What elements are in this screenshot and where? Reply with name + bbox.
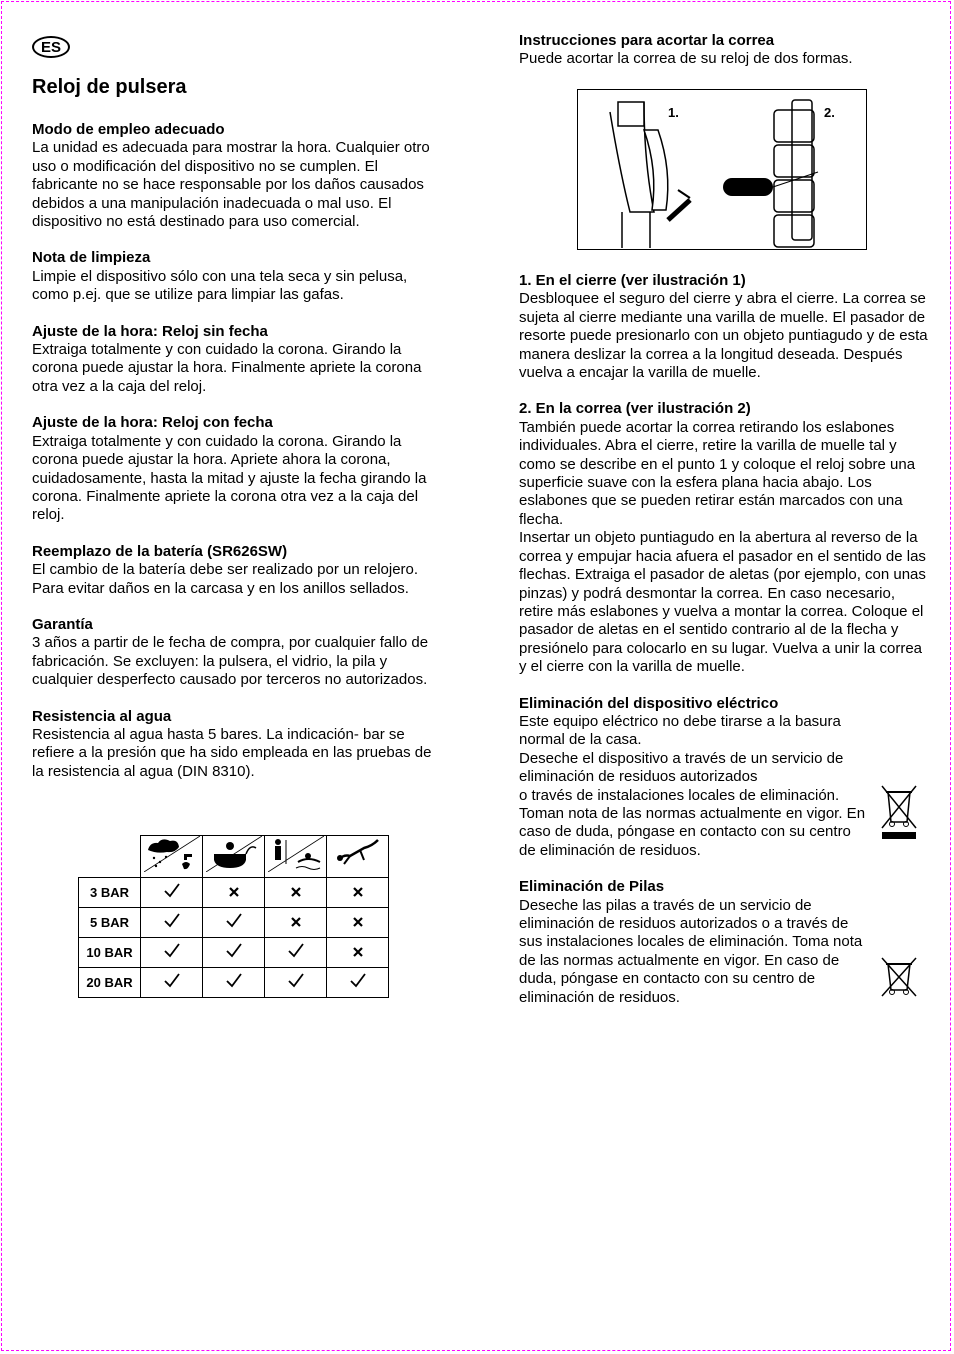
section-body: Resistencia al agua hasta 5 bares. La indicación- bar se refiere a la presión que ha sido empleada en las pruebas de la resistencia al agua (DIN 8310). (32, 725, 432, 780)
weee-bin-icon (878, 782, 920, 845)
electrical-disposal-body-a: Este equipo eléctrico no debe tirarse a la basura normal de la casa. (519, 712, 841, 749)
section-heading: Modo de empleo adecuado (32, 121, 225, 138)
left-section (32, 414, 442, 524)
check-icon (265, 968, 327, 998)
left-section (32, 249, 442, 304)
check-icon (203, 968, 265, 998)
clasp-section-body: Desbloquee el seguro del cierre y abra el cierre. La correa se sujeta al cierre mediante una varilla de muelle. El pasador de resorte puede presionarlo con un objeto puntiagudo y de esta manera deslizar la correa a la longitud deseada. Después vuelva a encajar la varilla de muelle. (519, 290, 928, 382)
table-row (79, 878, 389, 908)
check-icon (141, 938, 203, 968)
tool-illustration (668, 172, 818, 220)
rain-splash-icon (141, 836, 203, 878)
strap-section-body-b: Insertar un objeto puntiagudo en la abertura al reverso de la correa y empujar hacia afuera el pasador en el sentido de las flechas. Extraiga el pasador de aletas (por ejemplo, con unas pinzas) y podrá desmontar la correa. En caso necesario, retire más eslabones y vuelva a montar la correa. Coloque el pasador de aletas en el sentido contrario al de la flecha y presiónelo para colocarlo en su lugar. Vuelva a unir la correa y el cierre con la varilla de muelle. (519, 529, 926, 676)
battery-disposal-body: Deseche las pilas a través de un servicio de eliminación de residuos autorizados o a través de sus instalaciones locales de eliminación. Toma nota de las normas actualmente en vigor. En caso de duda, póngase en contacto con su centro de eliminación de residuos. (519, 896, 863, 1006)
bracelet-illustration (774, 100, 814, 247)
table-row (79, 938, 389, 968)
section-heading: Reemplazo de la batería (SR626SW) (32, 542, 288, 560)
table-header-row (79, 836, 389, 878)
left-section (32, 543, 442, 598)
section-body: La unidad es adecuada para mostrar la hora. Cualquier otro uso o modificación del dispositivo no se cumplen. El fabricante no se hace responsable por los daños causados debidos a una manipulación inadecuada o mal uso. El dispositivo no está destinado para uso comercial. (32, 139, 430, 231)
diving-icon (327, 836, 389, 878)
strap-section-heading: 2. En la correa (ver ilustración 2) (519, 400, 751, 418)
section-heading: Resistencia al agua (32, 707, 172, 725)
strap-instructions-heading: Instrucciones para acortar la correa (519, 32, 775, 49)
cross-icon (265, 908, 327, 938)
left-section (32, 708, 442, 782)
check-icon (203, 938, 265, 968)
section-heading: Garantía (32, 615, 93, 633)
left-section (32, 323, 442, 397)
table-row (79, 968, 389, 998)
cross-icon (327, 878, 389, 908)
cross-icon (327, 938, 389, 968)
bar-label: 10 BAR (79, 938, 141, 968)
left-section (32, 121, 442, 231)
language-badge: ES (32, 36, 70, 58)
section-body: Limpie el dispositivo sólo con una tela seca y sin pelusa, como p.ej. que se utilize para limpiar las gafas. (32, 267, 408, 304)
battery-disposal-heading: Eliminación de Pilas (519, 878, 665, 896)
check-icon (327, 968, 389, 998)
check-icon (141, 908, 203, 938)
figure-label-2: 2. (824, 105, 835, 120)
shower-swim-icon (265, 836, 327, 878)
check-icon (265, 938, 327, 968)
check-icon (141, 968, 203, 998)
strap-illustration (577, 89, 867, 250)
section-body: Extraiga totalmente y con cuidado la corona. Girando la corona puede ajustar la hora. Apriete ahora la corona, cuidadosamente, hasta la mitad y ajuste la fecha girando la corona. Finalmente apriete la corona otra vez a la caja del reloj. (32, 432, 427, 524)
strap-section-body-a: También puede acortar la correa retirando los eslabones individuales. Abra el cierre, retire la varilla de muelle tal y como se describe en el punto 1 y coloque el reloj sobre una superficie suave con la esfera plana hacia abajo. Los eslabones que se pueden retirar están marcados con una flecha. (519, 418, 916, 528)
right-column-body (519, 272, 929, 1025)
clasp-illustration (610, 102, 668, 248)
section-body: 3 años a partir de le fecha de compra, por cualquier fallo de fabricación. Se excluyen: la pulsera, el vidrio, la pila y cualquier desperfecto causado por terceros no autorizados. (32, 634, 429, 689)
cross-icon (265, 878, 327, 908)
water-resistance-table (78, 835, 389, 998)
left-section (32, 616, 442, 690)
page-title: Reloj de pulsera (32, 76, 187, 98)
table-row (79, 908, 389, 938)
electrical-disposal-body-c: o través de instalaciones locales de eliminación. Toman nota de las normas actualmente en vigor. En caso de duda, póngase en contacto con su centro de eliminación de residuos. (519, 786, 866, 859)
electrical-disposal-body-b: Deseche el dispositivo a través de un servicio de eliminación de residuos autorizados (519, 749, 844, 786)
bar-label: 5 BAR (79, 908, 141, 938)
figure-label-1: 1. (668, 105, 679, 120)
section-heading: Ajuste de la hora: Reloj sin fecha (32, 322, 268, 340)
section-heading: Ajuste de la hora: Reloj con fecha (32, 414, 273, 432)
strap-instructions-intro: Puede acortar la correa de su reloj de dos formas. (519, 50, 853, 68)
cross-icon (327, 908, 389, 938)
section-body: El cambio de la batería debe ser realizado por un relojero. Para evitar daños en la carcasa y en los anillos sellados. (32, 561, 419, 597)
bar-label: 3 BAR (79, 878, 141, 908)
left-column (32, 36, 442, 799)
clasp-section-heading: 1. En el cierre (ver ilustración 1) (519, 272, 746, 289)
check-icon (141, 878, 203, 908)
check-icon (203, 908, 265, 938)
section-heading: Nota de limpieza (32, 249, 151, 267)
electrical-disposal-heading: Eliminación del dispositivo eléctrico (519, 694, 779, 712)
bath-icon (203, 836, 265, 878)
cross-icon (203, 878, 265, 908)
battery-bin-icon (878, 954, 920, 1005)
section-body: Extraiga totalmente y con cuidado la corona. Girando la corona puede ajustar la hora. Finalmente apriete la corona otra vez a la caja del reloj. (32, 341, 422, 395)
right-column (519, 32, 929, 69)
bar-label: 20 BAR (79, 968, 141, 998)
